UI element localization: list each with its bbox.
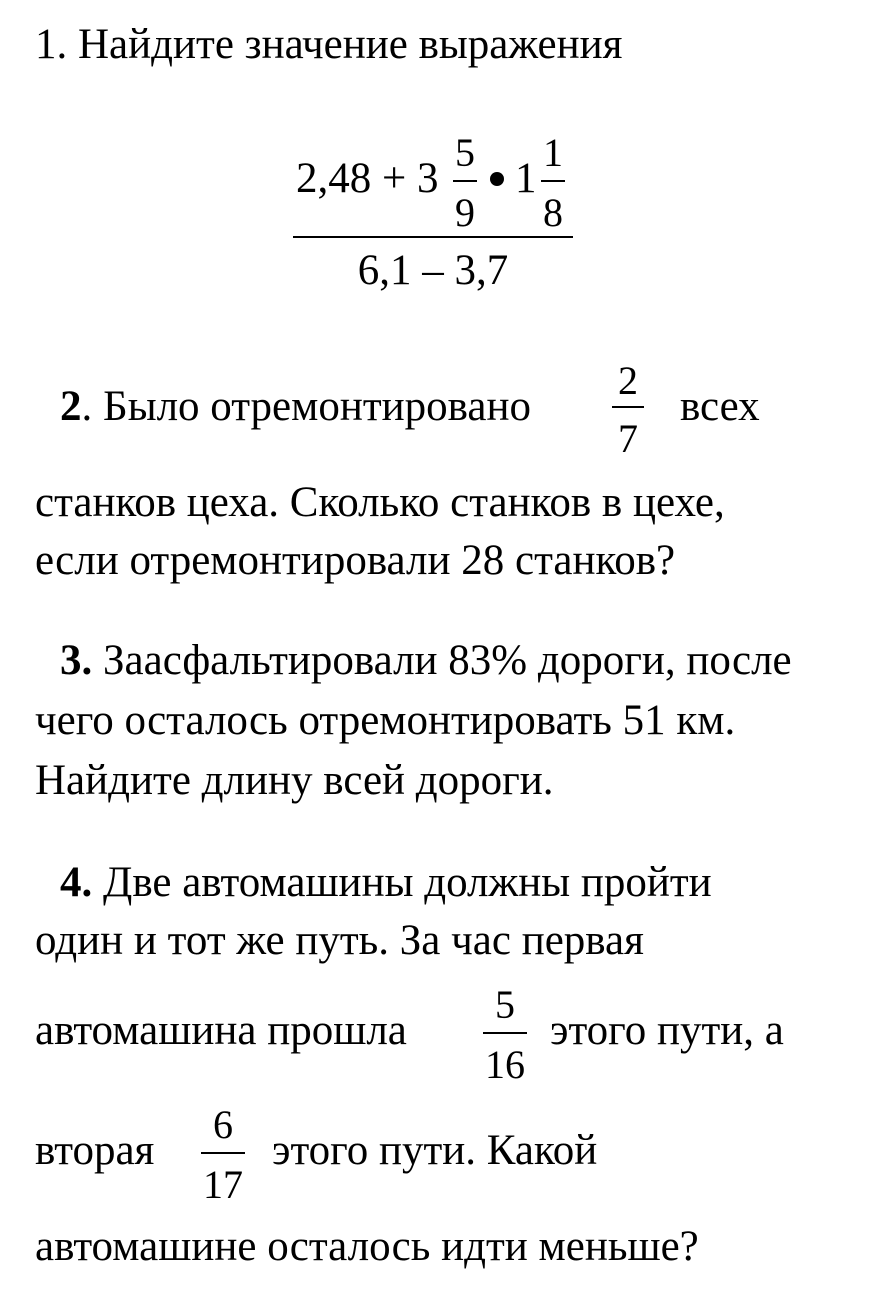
problem-4-line-2: один и тот же путь. За час первая <box>35 917 644 964</box>
problem-3-text-a: Заасфальтировали 83% дороги, после <box>92 637 792 684</box>
problem-4-line-1 <box>60 858 712 908</box>
expr-frac2-denominator: 8 <box>543 190 563 235</box>
problem-3-line-2: чего осталось отремонтировать 51 км. <box>35 697 736 744</box>
expr-frac2-bar <box>541 180 565 182</box>
problem-2-line-3: если отремонтировали 28 станков? <box>35 537 676 584</box>
problem-2-line-2: станков цеха. Сколько станков в цехе, <box>35 479 725 526</box>
expr-frac2-numerator: 1 <box>543 130 563 175</box>
problem-4-text-a: Две автомашины должны пройти <box>92 859 712 906</box>
expr-main-fraction-bar <box>293 236 573 238</box>
problem-2-text-b: всех <box>680 383 760 430</box>
problem-2-frac-bar <box>612 406 644 408</box>
problem-4-line-3b: этого пути, а <box>550 1007 784 1054</box>
problem-3-number: 3. <box>60 637 93 684</box>
problem-3-line-1 <box>60 636 792 686</box>
problem-4-line-3a: автомашина прошла <box>35 1007 407 1054</box>
expr-frac1-denominator: 9 <box>455 190 475 235</box>
expr-numerator-start: 2,48 + 3 <box>296 155 439 202</box>
problem-4-line-5: автомашине осталось идти меньше? <box>35 1223 699 1270</box>
problem-3-line-3: Найдите длину всей дороги. <box>35 757 554 804</box>
problem-2-text-a: . Было отремонтировано <box>81 383 531 430</box>
expr-denominator: 6,1 – 3,7 <box>357 247 509 294</box>
multiply-dot-icon <box>490 172 504 186</box>
problem-4-frac1-numerator: 5 <box>495 982 515 1027</box>
problem-4-frac1-bar <box>483 1032 527 1034</box>
problem-4-frac1-denominator: 16 <box>485 1042 525 1087</box>
expr-mixed2-whole: 1 <box>515 155 537 202</box>
problem-4-line-4a: вторая <box>35 1127 155 1174</box>
problem-4-frac2-numerator: 6 <box>213 1102 233 1147</box>
problem-1-header: 1. Найдите значение выражения <box>35 21 623 68</box>
expr-frac1-numerator: 5 <box>455 130 475 175</box>
problem-4-frac2-bar <box>201 1152 245 1154</box>
problem-2-number: 2 <box>60 383 82 430</box>
problem-2-frac-numerator: 2 <box>618 358 638 403</box>
expr-frac1-bar <box>453 180 477 182</box>
problem-4-number: 4. <box>60 859 93 906</box>
problem-2-frac-denominator: 7 <box>618 416 638 461</box>
problem-4-frac2-denominator: 17 <box>203 1162 243 1207</box>
problem-4-line-4b: этого пути. Какой <box>272 1127 598 1174</box>
problem-2-line-1 <box>60 382 531 432</box>
